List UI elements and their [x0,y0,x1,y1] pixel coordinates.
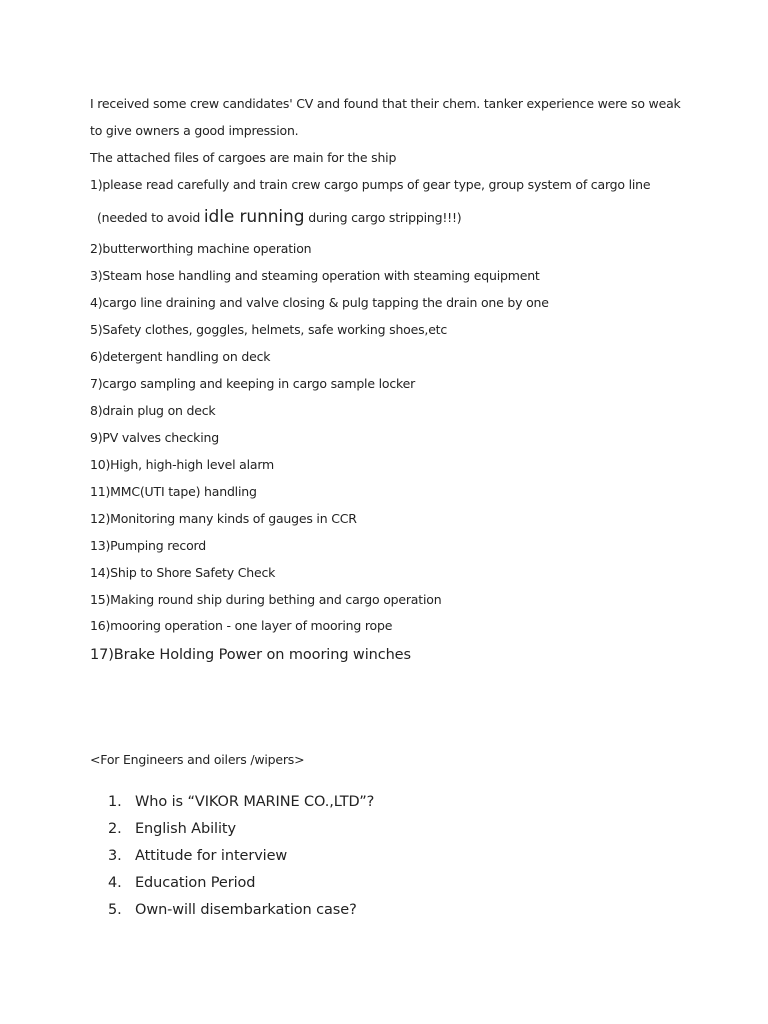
item-5: 5)Safety clothes, goggles, helmets, safe working shoes,etc [90,322,448,337]
list-text: English Ability [135,821,236,837]
item-13: 13)Pumping record [90,538,206,553]
item-15: 15)Making round ship during bething and cargo operation [90,592,442,607]
list-item [108,901,374,928]
list-item [108,847,374,874]
intro-line-3: The attached files of cargoes are main for the ship [90,150,397,165]
item-16: 16)mooring operation - one layer of mooring rope [90,618,393,633]
item-1: 1)please read carefully and train crew cargo pumps of gear type, group system of cargo line [90,177,651,192]
item-7: 7)cargo sampling and keeping in cargo sample locker [90,376,416,391]
list-text: Attitude for interview [135,848,288,864]
list-text: Education Period [135,875,256,891]
item-6: 6)detergent handling on deck [90,349,271,364]
item-17: 17)Brake Holding Power on mooring winches [90,647,411,663]
questions-list [108,793,374,928]
item-8: 8)drain plug on deck [90,403,216,418]
list-number: 3. [108,848,122,864]
list-number: 1. [108,794,122,810]
list-number: 2. [108,821,122,837]
intro-line-1: I received some crew candidates' CV and found that their chem. tanker experience were so weak [90,96,681,111]
intro-line-2: to give owners a good impression. [90,123,299,138]
list-item [108,793,374,820]
list-item [108,874,374,901]
note-emphasis: idle running [203,207,305,227]
list-item [108,820,374,847]
note-prefix: (needed to avoid [97,210,204,225]
item-2: 2)butterworthing machine operation [90,241,312,256]
item-12: 12)Monitoring many kinds of gauges in CCR [90,511,357,526]
item-10: 10)High, high-high level alarm [90,457,275,472]
item-9: 9)PV valves checking [90,430,219,445]
item-14: 14)Ship to Shore Safety Check [90,565,276,580]
list-text: Own-will disembarkation case? [135,902,357,918]
item-1-note [97,209,461,226]
section-heading: <For Engineers and oilers /wipers> [90,752,305,767]
item-4: 4)cargo line draining and valve closing & pulg tapping the drain one by one [90,295,549,310]
item-3: 3)Steam hose handling and steaming operation with steaming equipment [90,268,540,283]
list-number: 4. [108,875,122,891]
list-number: 5. [108,902,122,918]
item-11: 11)MMC(UTI tape) handling [90,484,257,499]
list-text: Who is “VIKOR MARINE CO.,LTD”? [135,794,375,810]
note-suffix: during cargo stripping!!!) [304,210,462,225]
